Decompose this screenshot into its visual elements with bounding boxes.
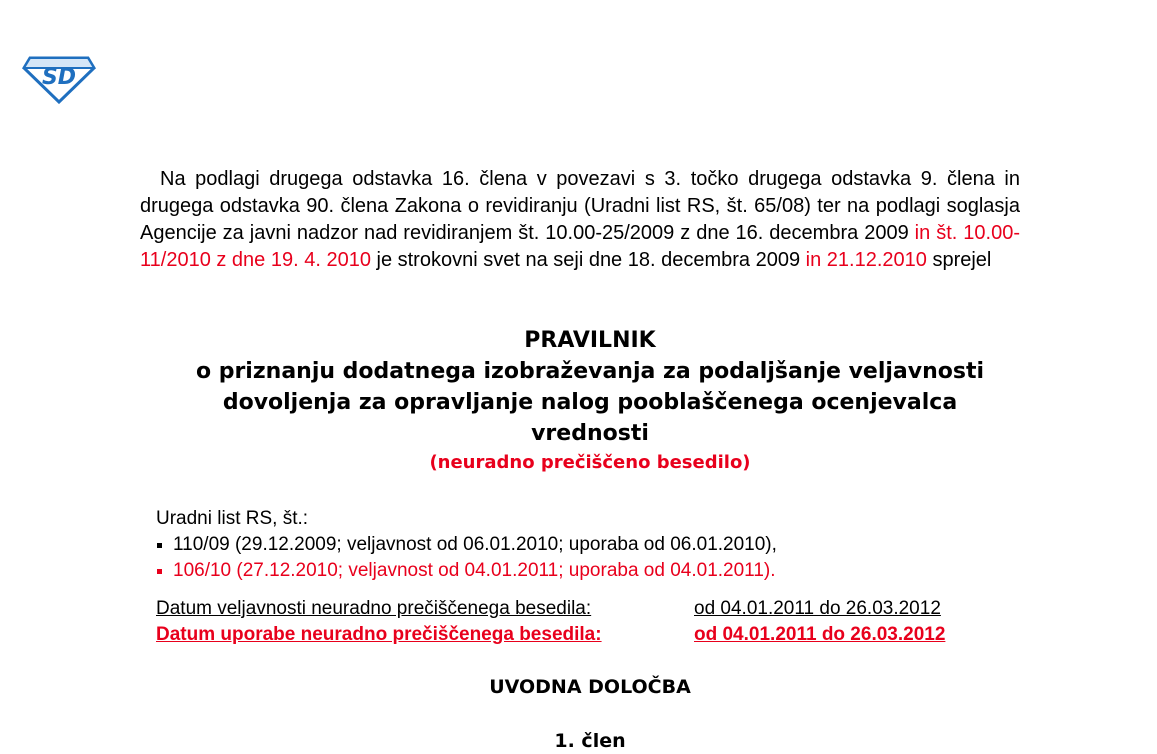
- gazette-references: [156, 506, 1036, 584]
- preamble-amendment-ref: in št. 10.00-11/2010 z dne 19. 4. 2010: [140, 222, 1020, 271]
- gazette-item-text: 110/09 (29.12.2009; veljavnost od 06.01.2010; uporaba od 06.01.2010),: [173, 534, 777, 555]
- gazette-label: Uradni list RS, št.:: [156, 508, 309, 529]
- title-line-2: dovoljenja za opravljanje nalog pooblaščenega ocenjevalca: [222, 390, 958, 415]
- bullet-icon: [157, 543, 162, 548]
- title-line-3: vrednosti: [531, 421, 649, 446]
- title-line-1: o priznanju dodatnega izobraževanja za podaljšanje veljavnosti: [195, 359, 985, 384]
- section-heading: UVODNA DOLOČBA: [489, 676, 691, 698]
- validity-dates: [156, 596, 1036, 648]
- use-date-label: Datum uporabe neuradno prečiščenega besedila:: [156, 624, 602, 645]
- preamble-text-3: sprejel: [932, 249, 992, 271]
- validity-date-value: od 04.01.2011 do 26.03.2012: [694, 598, 941, 619]
- preamble-paragraph: [140, 166, 1020, 274]
- gazette-item: [156, 532, 1036, 558]
- document-title: [150, 325, 1030, 477]
- preamble-amendment-date: in 21.12.2010: [805, 249, 927, 271]
- diamond-logo-icon: [22, 50, 96, 104]
- use-date-value: od 04.01.2011 do 26.03.2012: [694, 624, 946, 645]
- gazette-list: [156, 532, 1036, 584]
- title-heading: PRAVILNIK: [524, 328, 656, 353]
- title-subtitle: (neuradno prečiščeno besedilo): [429, 452, 751, 473]
- validity-date-label: Datum veljavnosti neuradno prečiščenega besedila:: [156, 598, 592, 619]
- gazette-item: [156, 558, 1036, 584]
- preamble-text-1: Na podlagi drugega odstavka 16. člena v povezavi s 3. točko drugega odstavka 9. člena in drugega odstavka 90. člena Zakona o revidiranju (Uradni list RS, št. 65/08) ter na podlagi soglasja Agencije za javni nadzor nad revidiranjem št. 10.00-25/2009 z dne 16. decembra 2009: [140, 168, 1020, 244]
- article-label: 1. člen: [554, 730, 626, 752]
- validity-date-row: [156, 596, 1036, 622]
- gazette-item-text: 106/10 (27.12.2010; veljavnost od 04.01.2011; uporaba od 04.01.2011).: [173, 560, 776, 581]
- bullet-icon: [157, 569, 162, 574]
- preamble-text-2: je strokovni svet na seji dne 18. decembra 2009: [376, 249, 801, 271]
- logo-text: SD: [41, 65, 77, 90]
- use-date-row: [156, 622, 1036, 648]
- company-logo: [22, 50, 96, 104]
